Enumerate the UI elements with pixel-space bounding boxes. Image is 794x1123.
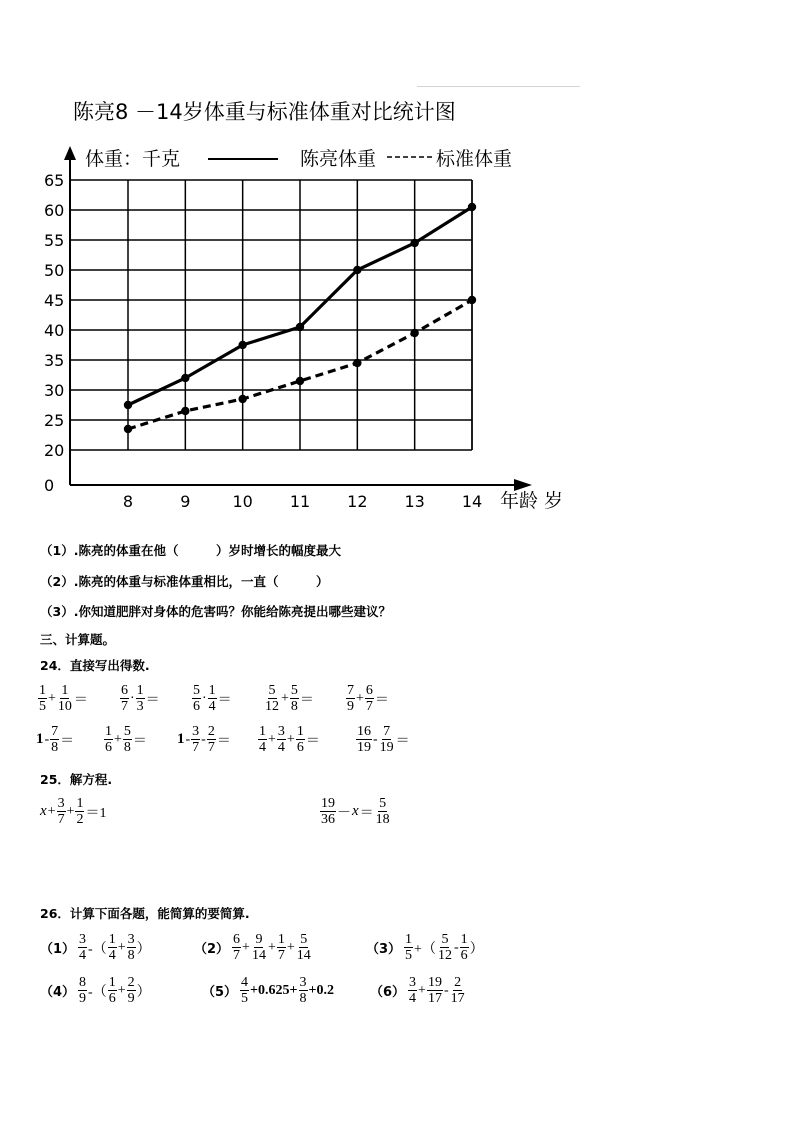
data-point: [124, 401, 132, 409]
data-point: [238, 341, 246, 349]
question-3: （3）.你知道肥胖对身体的危害吗？你能给陈亮提出哪些建议？: [40, 604, 391, 619]
y-tick-label: 50: [44, 261, 65, 280]
question-1: （1）.陈亮的体重在他（ ）岁时增长的幅度最大: [40, 543, 341, 558]
legend-dashed-label: 标准体重: [436, 148, 513, 170]
y-tick-label: 35: [44, 351, 65, 370]
x-tick-label: 12: [347, 492, 368, 511]
data-point: [410, 329, 418, 337]
line-chart: [0, 0, 794, 530]
x-tick-label: 9: [180, 492, 191, 511]
p26-expr-1: （1） $\frac{3}{4}$ -（ $\frac{1}{4}$ + $\frac{3}{8}$ ）: [40, 932, 151, 963]
p24-item-3: $\frac{5}{6}$ · $\frac{1}{4}$ ＝: [193, 683, 232, 714]
p26-expr-3: （3） $\frac{1}{5}$ +（ $\frac{5}{12}$ - $\frac{1}{6}$ ）: [366, 932, 484, 963]
question-2: （2）.陈亮的体重与标准体重相比，一直（ ）: [40, 574, 329, 589]
data-point: [296, 377, 304, 385]
y-tick-label: 60: [44, 201, 65, 220]
p26-expr-6: （6） $\frac{3}{4}$ + $\frac{19}{17}$ - $\frac{2}{17}$: [370, 975, 465, 1006]
y-tick-label: 65: [44, 171, 65, 190]
x-tick-label: 14: [461, 492, 483, 511]
data-point: [410, 239, 418, 247]
data-point: [238, 395, 246, 403]
p26-expr-4: （4） $\frac{8}{9}$ -（ $\frac{1}{6}$ + $\frac{2}{9}$ ）: [40, 975, 151, 1006]
y-tick-label: 20: [44, 441, 65, 460]
y-tick-label: 40: [44, 321, 65, 340]
x-tick-label: 8: [122, 492, 134, 511]
p24-item-5: $\frac{7}{9}$ + $\frac{6}{7}$ ＝: [347, 683, 389, 714]
data-point: [181, 374, 189, 382]
y-tick-label: 0: [44, 476, 55, 495]
y-tick-label: 25: [44, 411, 65, 430]
chart-title: 陈亮8 －14岁体重与标准体重对比统计图: [73, 100, 456, 124]
problem-24-title: 24．直接写出得数.: [40, 658, 150, 673]
x-tick-label: 11: [289, 492, 311, 511]
chart-ticks: [44, 171, 482, 511]
data-point: [468, 203, 476, 211]
data-point: [296, 323, 304, 331]
data-point: [353, 266, 361, 274]
y-axis-label: 体重：千克: [85, 148, 181, 170]
equation-2: $\frac{19}{36}$ － x ＝ $\frac{5}{18}$: [321, 796, 390, 827]
p24-item-9: $\frac{1}{4}$ + $\frac{3}{4}$ + $\frac{1}{6}$ ＝: [259, 724, 320, 755]
p24-item-2: $\frac{6}{7}$ · $\frac{1}{3}$ ＝: [121, 683, 160, 714]
legend-solid-label: 陈亮体重: [300, 148, 377, 170]
y-tick-label: 30: [44, 381, 65, 400]
data-point: [124, 425, 132, 433]
p26-expr-2: （2） $\frac{6}{7}$ + $\frac{9}{14}$ + $\frac{1}{7}$ + $\frac{5}{14}$: [194, 932, 311, 963]
section-heading: 三、计算题。: [40, 632, 116, 647]
p24-item-6: 1 - $\frac{7}{8}$ ＝: [36, 724, 75, 755]
x-axis-label: 年龄 岁: [500, 490, 564, 512]
x-tick-label: 10: [232, 492, 253, 511]
p24-item-7: $\frac{1}{6}$ + $\frac{5}{8}$ ＝: [105, 724, 147, 755]
p26-expr-5: （5） $\frac{4}{5}$ +0.625+ $\frac{3}{8}$ +0.2: [202, 975, 334, 1006]
data-point: [353, 359, 361, 367]
p24-item-10: $\frac{16}{19}$ - $\frac{7}{19}$ ＝: [357, 724, 410, 755]
data-point: [468, 296, 476, 304]
y-tick-label: 55: [44, 231, 65, 250]
chart-axes: [64, 146, 532, 491]
p24-item-4: $\frac{5}{12}$ + $\frac{5}{8}$ ＝: [265, 683, 314, 714]
p24-item-1: $\frac{1}{5}$ + $\frac{1}{10}$ ＝: [39, 683, 88, 714]
p24-item-8: 1 - $\frac{3}{7}$ - $\frac{2}{7}$ ＝: [177, 724, 231, 755]
equation-1: x + $\frac{3}{7}$ + $\frac{1}{2}$ ＝1: [40, 796, 107, 827]
chart-grid: [70, 180, 472, 450]
y-tick-label: 45: [44, 291, 65, 310]
problem-26-title: 26．计算下面各题，能简算的要简算.: [40, 906, 250, 921]
y-axis-arrow: [64, 146, 76, 160]
data-point: [181, 407, 189, 415]
x-tick-label: 13: [404, 492, 425, 511]
problem-25-title: 25．解方程.: [40, 772, 113, 787]
